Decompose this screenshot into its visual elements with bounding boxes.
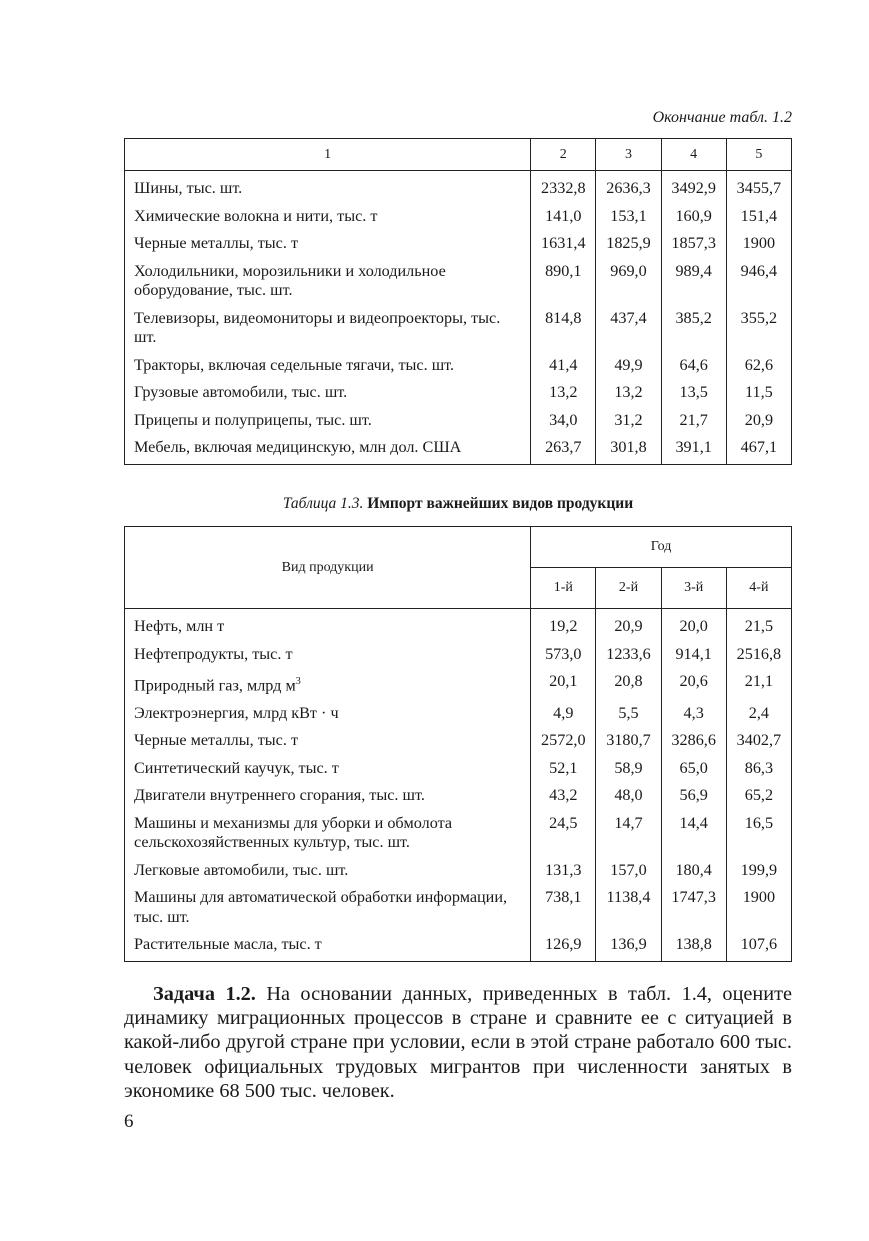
table-row: [125, 438, 792, 464]
page-number: 6: [124, 1111, 134, 1132]
product-name: Машины для автоматической обработки информации, тыс. шт.: [134, 888, 508, 926]
product-name: Синтетический каучук, тыс. т: [134, 758, 339, 777]
product-name-cell: [125, 731, 531, 759]
value-cell: 573,0: [531, 645, 596, 673]
value-cell: 1747,3: [661, 888, 726, 935]
product-name-cell: [125, 672, 531, 704]
value-cell: 2,4: [726, 704, 791, 732]
product-name: Двигатели внутреннего сгорания, тыс. шт.: [134, 786, 425, 805]
product-name-cell: [125, 814, 531, 861]
product-name: Холодильники, морозильники и холодильное оборудование, тыс. шт.: [134, 261, 446, 299]
value-cell: 13,2: [531, 383, 596, 411]
value-cell: 4,9: [531, 704, 596, 732]
value-cell: 14,7: [596, 814, 661, 861]
task-paragraph: [124, 982, 792, 1103]
task-text: На основании данных, приведенных в табл. 1.4, оцените динамику миграционных процессов в стране и сравните ее с ситуацией в какой-либо другой стране при условии, если в этой стране работало 600 тыс. человек официальных трудовых мигрантов при численности занятых в экономике 68 500 тыс. человек.: [124, 983, 792, 1102]
production-table: [124, 138, 792, 465]
product-name: Электроэнергия, млрд кВт · ч: [134, 703, 339, 722]
year-header: 1-й: [531, 568, 596, 609]
value-cell: 3180,7: [596, 731, 661, 759]
value-cell: 64,6: [661, 356, 726, 384]
product-name: Растительные масла, тыс. т: [134, 935, 322, 954]
product-name-cell: [125, 704, 531, 732]
value-cell: 48,0: [596, 786, 661, 814]
value-cell: 11,5: [726, 383, 791, 411]
value-cell: 20,9: [726, 411, 791, 439]
column-header: 4: [661, 139, 726, 171]
year-header: 4-й: [726, 568, 791, 609]
value-cell: 138,8: [661, 935, 726, 961]
value-cell: 58,9: [596, 759, 661, 787]
table-row: [125, 411, 792, 439]
value-cell: 14,4: [661, 814, 726, 861]
value-cell: 21,1: [726, 672, 791, 704]
value-cell: 1233,6: [596, 645, 661, 673]
product-name: Легковые автомобили, тыс. шт.: [134, 860, 349, 879]
product-name-cell: [125, 383, 531, 411]
product-name-cell: [125, 645, 531, 673]
table-row: [125, 935, 792, 961]
value-cell: 2636,3: [596, 171, 661, 207]
caption-title: Импорт важнейших видов продукции: [367, 495, 634, 512]
value-cell: 153,1: [596, 207, 661, 235]
value-cell: 969,0: [596, 262, 661, 309]
product-name: Шины, тыс. шт.: [134, 179, 243, 197]
value-cell: 391,1: [661, 438, 726, 464]
table-row: [125, 814, 792, 861]
product-name: Черные металлы, тыс. т: [134, 234, 299, 252]
value-cell: 1857,3: [661, 234, 726, 262]
value-cell: 43,2: [531, 786, 596, 814]
table-row: [125, 207, 792, 235]
value-cell: 13,5: [661, 383, 726, 411]
product-name-cell: [125, 759, 531, 787]
product-column-header: Вид продукции: [125, 527, 531, 609]
value-cell: 107,6: [726, 935, 791, 961]
value-cell: 157,0: [596, 861, 661, 889]
value-cell: 890,1: [531, 262, 596, 309]
import-table: [124, 526, 792, 962]
table-header-row: [125, 139, 792, 171]
value-cell: 385,2: [661, 309, 726, 356]
value-cell: 20,1: [531, 672, 596, 704]
value-cell: 24,5: [531, 814, 596, 861]
column-header: 2: [531, 139, 596, 171]
value-cell: 136,9: [596, 935, 661, 961]
value-cell: 2516,8: [726, 645, 791, 673]
value-cell: 946,4: [726, 262, 791, 309]
value-cell: 2572,0: [531, 731, 596, 759]
value-cell: 21,7: [661, 411, 726, 439]
value-cell: 3455,7: [726, 171, 791, 207]
product-name: Машины и механизмы для уборки и обмолота сельскохозяйственных культур, тыс. шт.: [134, 813, 453, 852]
value-cell: 1138,4: [596, 888, 661, 935]
product-name-cell: [125, 234, 531, 262]
product-name: Прицепы и полуприцепы, тыс. шт.: [134, 410, 372, 429]
product-name-cell: [125, 262, 531, 309]
value-cell: 1900: [726, 234, 791, 262]
table-row: [125, 861, 792, 889]
value-cell: 914,1: [661, 645, 726, 673]
product-name-cell: [125, 171, 531, 207]
table-caption: [124, 495, 792, 513]
value-cell: 180,4: [661, 861, 726, 889]
table-row: [125, 356, 792, 384]
table-row: [125, 672, 792, 704]
value-cell: 4,3: [661, 704, 726, 732]
product-name-cell: [125, 356, 531, 384]
value-cell: 34,0: [531, 411, 596, 439]
product-name-cell: [125, 411, 531, 439]
value-cell: 151,4: [726, 207, 791, 235]
value-cell: 467,1: [726, 438, 791, 464]
year-group-header: Год: [531, 527, 792, 568]
value-cell: 20,0: [661, 609, 726, 645]
value-cell: 301,8: [596, 438, 661, 464]
product-name-cell: [125, 438, 531, 464]
table-row: [125, 731, 792, 759]
product-name-cell: [125, 861, 531, 889]
value-cell: 56,9: [661, 786, 726, 814]
table-header-row: [125, 527, 792, 568]
value-cell: 20,6: [661, 672, 726, 704]
value-cell: 160,9: [661, 207, 726, 235]
table-row: [125, 609, 792, 645]
value-cell: 21,5: [726, 609, 791, 645]
product-name: Химические волокна и нити, тыс. т: [134, 206, 378, 225]
value-cell: 3402,7: [726, 731, 791, 759]
value-cell: 86,3: [726, 759, 791, 787]
value-cell: 3492,9: [661, 171, 726, 207]
table-row: [125, 309, 792, 356]
value-cell: 5,5: [596, 704, 661, 732]
task-label: Задача 1.2.: [153, 983, 256, 1005]
product-name: Грузовые автомобили, тыс. шт.: [134, 383, 348, 401]
product-name: Тракторы, включая седельные тягачи, тыс. шт.: [134, 355, 455, 374]
table-row: [125, 759, 792, 787]
value-cell: 62,6: [726, 356, 791, 384]
value-cell: 13,2: [596, 383, 661, 411]
value-cell: 16,5: [726, 814, 791, 861]
value-cell: 20,9: [596, 609, 661, 645]
column-header: 1: [125, 139, 531, 171]
value-cell: 1900: [726, 888, 791, 935]
value-cell: 1825,9: [596, 234, 661, 262]
value-cell: 437,4: [596, 309, 661, 356]
value-cell: 52,1: [531, 759, 596, 787]
product-name: Нефть, млн т: [134, 617, 225, 635]
product-name-cell: [125, 935, 531, 961]
value-cell: 41,4: [531, 356, 596, 384]
product-name-cell: [125, 888, 531, 935]
column-header: 5: [726, 139, 791, 171]
table-continuation-note: Окончание табл. 1.2: [652, 109, 792, 126]
value-cell: 49,9: [596, 356, 661, 384]
product-name: Телевизоры, видеомониторы и видеопроекторы, тыс. шт.: [134, 308, 501, 346]
product-name: Черные металлы, тыс. т: [134, 731, 299, 750]
value-cell: 355,2: [726, 309, 791, 356]
value-cell: 65,0: [661, 759, 726, 787]
column-header: 3: [596, 139, 661, 171]
product-name-cell: [125, 207, 531, 235]
unit-superscript: 3: [295, 676, 301, 687]
product-name: Природный газ, млрд м: [134, 676, 296, 695]
year-header: 3-й: [661, 568, 726, 609]
table-row: [125, 888, 792, 935]
product-name-cell: [125, 609, 531, 645]
value-cell: 263,7: [531, 438, 596, 464]
table-row: [125, 262, 792, 309]
product-name: Мебель, включая медицинскую, млн дол. США: [134, 438, 462, 456]
value-cell: 65,2: [726, 786, 791, 814]
table-row: [125, 383, 792, 411]
value-cell: 31,2: [596, 411, 661, 439]
value-cell: 199,9: [726, 861, 791, 889]
value-cell: 131,3: [531, 861, 596, 889]
product-name-cell: [125, 786, 531, 814]
table-row: [125, 171, 792, 207]
value-cell: 19,2: [531, 609, 596, 645]
product-name-cell: [125, 309, 531, 356]
year-header: 2-й: [596, 568, 661, 609]
value-cell: 1631,4: [531, 234, 596, 262]
value-cell: 989,4: [661, 262, 726, 309]
value-cell: 141,0: [531, 207, 596, 235]
table-row: [125, 704, 792, 732]
value-cell: 3286,6: [661, 731, 726, 759]
value-cell: 20,8: [596, 672, 661, 704]
value-cell: 814,8: [531, 309, 596, 356]
table-row: [125, 645, 792, 673]
table-row: [125, 234, 792, 262]
value-cell: 2332,8: [531, 171, 596, 207]
value-cell: 738,1: [531, 888, 596, 935]
product-name: Нефтепродукты, тыс. т: [134, 644, 293, 663]
table-row: [125, 786, 792, 814]
value-cell: 126,9: [531, 935, 596, 961]
caption-label: Таблица 1.3.: [282, 495, 364, 512]
